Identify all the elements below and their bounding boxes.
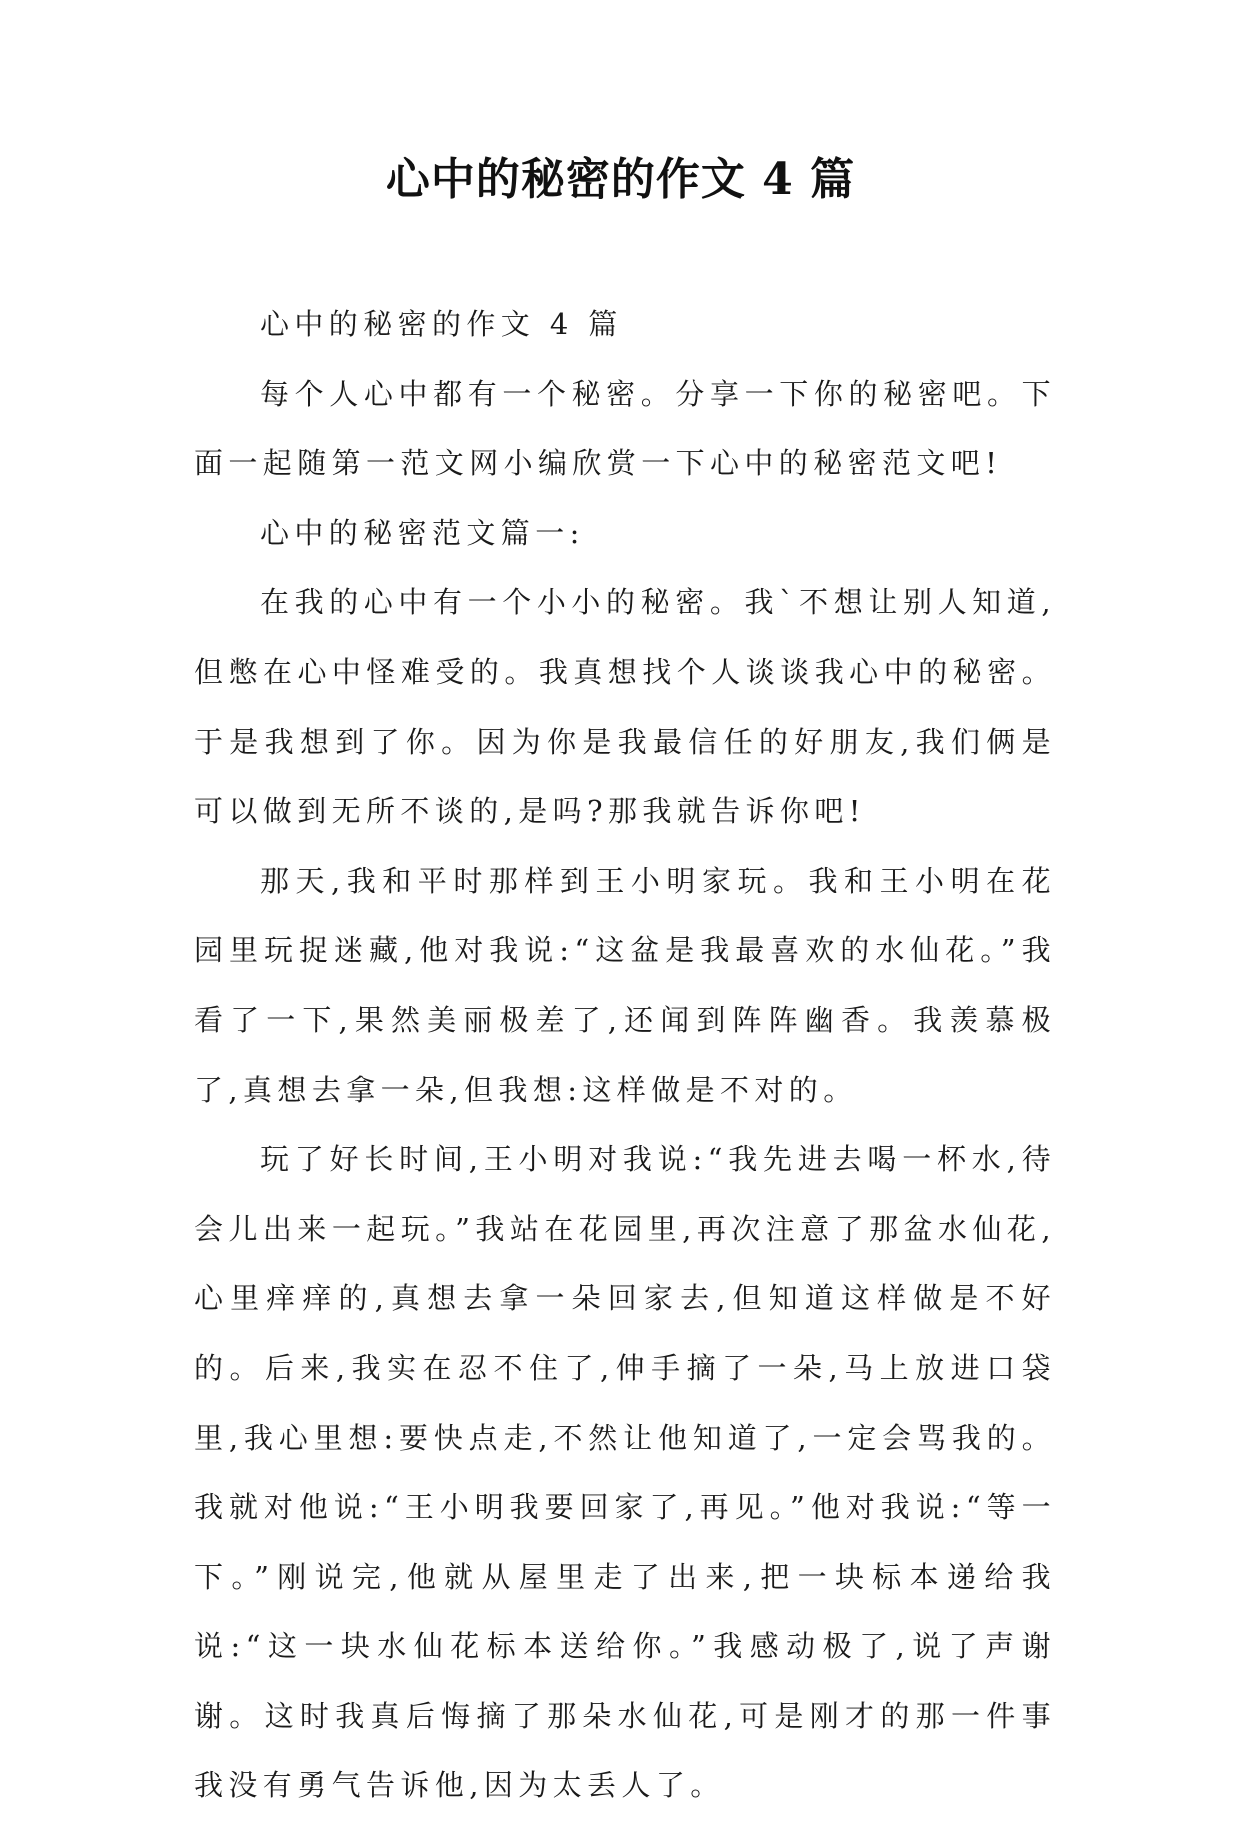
document-body	[194, 290, 1056, 1821]
paragraph-intro: 每个人心中都有一个秘密。分享一下你的秘密吧。下面一起随第一范文网小编欣赏一下心中的秘密范文吧!	[194, 376, 1056, 481]
paragraph-subtitle: 心中的秘密的作文 4 篇	[260, 307, 623, 341]
paragraph-body: 那天,我和平时那样到王小明家玩。我和王小明在花园里玩捉迷藏,他对我说:“这盆是我最喜欢的水仙花。”我看了一下,果然美丽极差了,还闻到阵阵幽香。我羡慕极了,真想去拿一朵,但我想:这样做是不对的。	[194, 863, 1056, 1107]
paragraph-body: 在我的心中有一个小小的秘密。我`不想让别人知道,但憋在心中怪难受的。我真想找个人谈谈我心中的秘密。于是我想到了你。因为你是我最信任的好朋友,我们俩是可以做到无所不谈的,是吗?那我就告诉你吧!	[194, 585, 1056, 829]
document-title: 心中的秘密的作文 4 篇	[385, 154, 856, 205]
paragraph-section-heading: 心中的秘密范文篇一:	[260, 515, 585, 550]
paragraph-body: 玩了好长时间,王小明对我说:“我先进去喝一杯水,待会儿出来一起玩。”我站在花园里,再次注意了那盆水仙花,心里痒痒的,真想去拿一朵回家去,但知道这样做是不好的。后来,我实在忍不住了,伸手摘了一朵,马上放进口袋里,我心里想:要快点走,不然让他知道了,一定会骂我的。我就对他说:“王小明我要回家了,再见。”他对我说:“等一下。”刚说完,他就从屋里走了出来,把一块标本递给我说:“这一块水仙花标本送给你。”我感动极了,说了声谢谢。这时我真后悔摘了那朵水仙花,可是刚才的那一件事我没有勇气告诉他,因为太丢人了。	[194, 1142, 1056, 1803]
